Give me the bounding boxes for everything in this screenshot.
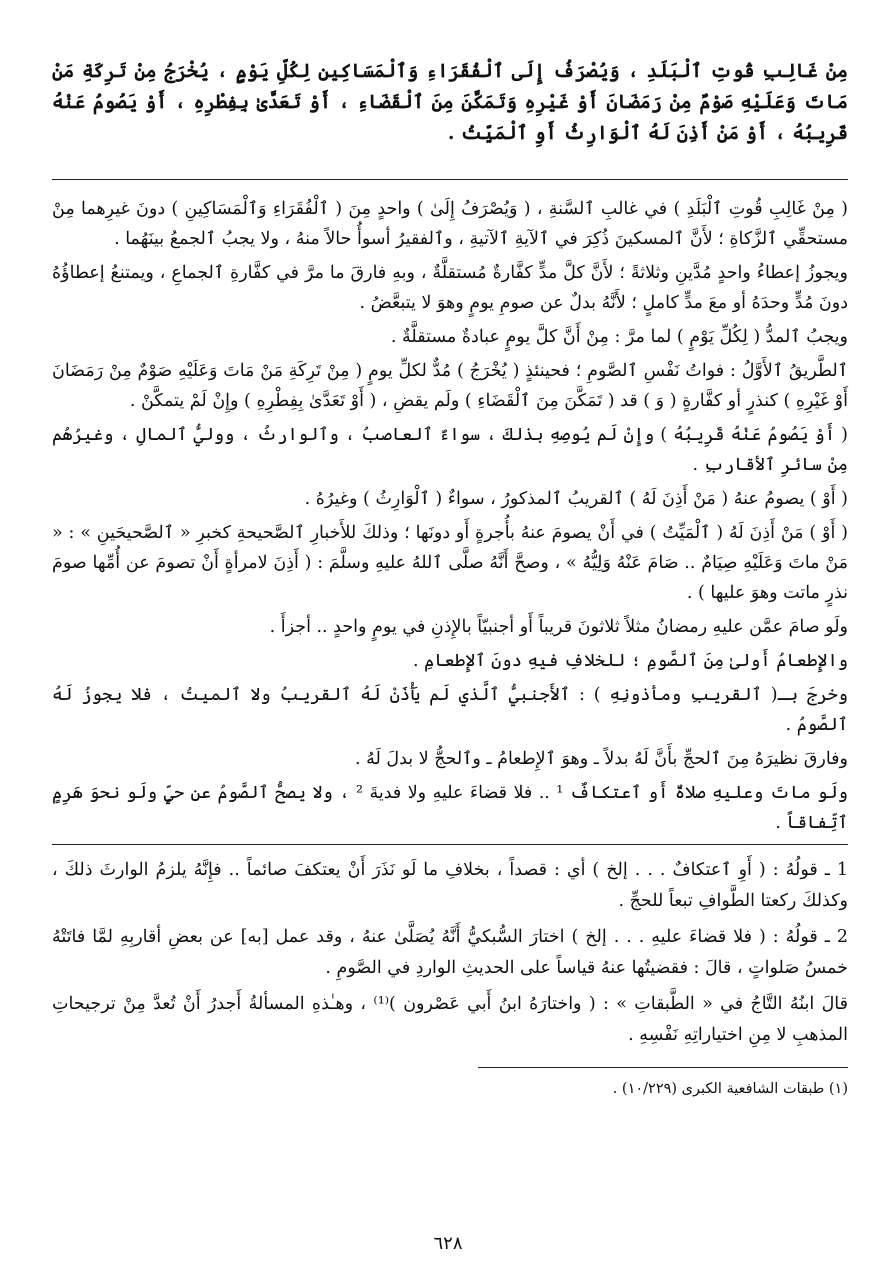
note-paragraph: 1 ـ قولُهُ : ( أَوِ ٱعتكافٌ . . . إلخ ) أي : قصداً ، بخلافِ ما لَو نَذَرَ أَنْ يعتكفَ صائماً .. فإِنَّهُ يلزمُ الوارثَ ذلكَ ، وكذلكَ ركعتا الطَّوافِ تبعاً للحجِّ .: [52, 860, 848, 911]
matn-paragraph: مِنْ غَالِبِ قُوتِ ٱلْبَلَدِ ، وَيُصْرَفُ إِلَى ٱلْفُقَرَاءِ وَٱلْمَسَاكِينِ لِكُلِّ يَوْمٍ ، يُخْرَجُ مِنْ تَرِكَةِ مَنْ مَاتَ وَعَلَيْهِ صَوْمٌ مِنْ رَمَضَانَ أَوْ غَيْرِهِ وَتَمَكَّنَ مِنَ ٱلْقَضَاءِ ، أَوْ تَعَدَّىٰ بِفِطْرِهِ ، أَوْ يَصُومُ عَنْهُ قَرِيبُهُ ، أَوْ مَنْ أَذِنَ لَهُ ٱلْوَارِثُ أَوِ ٱلْمَيِّتُ .: [52, 60, 848, 144]
note-paragraph: 2 ـ قولُهُ : ( فلا قضاءَ عليهِ . . . إلخ ) اختارَ السُّبكيُّ أَنَّهُ يُصَلَّىٰ عنهُ ، وقد عمل [به] عن بعضِ أقاربِهِ لمَّا فاتَتْهُ خمسُ صَلواتٍ ، قالَ : فقضيتُها عنهُ قياساً على الحديثِ الواردِ في الصَّومِ .: [52, 927, 848, 978]
sharh-paragraph: ولَو ماتَ وعليهِ صلاةٌ أَو ٱعتكافٌ ¹ .. فلا قضاءَ عليهِ ولا فديةَ ² ، ولا يصحُّ ٱلصَّومُ عن حيٍّ ولَو نحوَ هَرِمٍ ٱتِّفاقاً .: [52, 783, 848, 833]
sharh-paragraph: ٱلطَّريقُ ٱلأَوَّلُ : فواتُ نَفْسِ ٱلصَّومِ ؛ فحينئذٍ ( يُخْرَجُ ) مُدٌّ لكلِّ يومٍ ( مِنْ تَرِكَةِ مَنْ مَاتَ وَعَلَيْهِ صَوْمٌ مِنْ رَمَضَانَ أَوْ غَيْرِهِ ) كنذرٍ أو كفَّارةٍ ( وَ ) قد ( تَمَكَّنَ مِنَ ٱلْقَضَاءِ ) ولَم يقضِ ، ( أَوْ تَعَدَّىٰ بِفِطْرِهِ ) وإِنْ لَمْ يتمكَّنْ .: [52, 361, 848, 411]
margin-notes: [52, 855, 848, 1051]
matn-text: [52, 56, 848, 149]
sharh-paragraph: والإِطعامُ أَولىٰ مِنَ ٱلصَّومِ ؛ للخلافِ فيهِ دونَ ٱلإِطعامِ .: [412, 651, 848, 671]
note-paragraph: قالَ ابنُهُ التَّاجُ في « الطَّبقاتِ » : ( واختارَهُ ابنُ أَبي عَصْرون )⁽¹⁾ ، وهـٰذهِ المسألةُ أَجدرُ أَنْ تُعدَّ مِنْ ترجيحاتِ المذهبِ لا مِنِ اختياراتِهِ نَفْسِهِ .: [52, 994, 849, 1045]
sharh-paragraph: ويجبُ ٱلمدُّ ( لِكُلِّ يَوْمٍ ) لما مرَّ : مِنْ أَنَّ كلَّ يومٍ عبادةٌ مستقلَّةٌ .: [390, 327, 848, 347]
page-number: ٦٢٨: [433, 1233, 463, 1254]
page-body: [52, 56, 848, 1100]
matn-divider: [52, 179, 848, 180]
notes-divider: [52, 844, 848, 845]
sharh-commentary: [52, 194, 848, 838]
sharh-paragraph: ولَو صامَ عمَّن عليهِ رمضانُ مثلاً ثلاثونَ قريباً أَو أجنبيّاً بالإِذنِ في يومٍ واحدٍ .. أجزأَ .: [269, 617, 848, 637]
sharh-paragraph: ( أَوْ يَصُومُ عَنْهُ قَرِيبُهُ ) وإِنْ لَم يُوصِهِ بذلكَ ، سواءٌ ٱلعاصبُ ، وٱلوارثُ ، ووليُّ ٱلمالِ ، وغيرُهُم مِنْ سائرِ ٱلأقاربِ .: [52, 425, 848, 475]
sharh-paragraph: ( مِنْ غَالِبِ قُوتِ ٱلْبَلَدِ ) في غالبِ ٱلسَّنةِ ، ( وَيُصْرَفُ إِلَىٰ ) واحدٍ مِنَ ( ٱلْفُقَرَاءِ وَٱلْمَسَاكِينِ ) دونَ غيرِهما مِنْ مستحقِّي ٱلزَّكاةِ ؛ لأَنَّ ٱلمسكينَ ذُكِرَ في ٱلآيةِ ٱلآتيةِ ، وٱلفقيرُ أسوأُ حالاً منهُ ، ولا يجبُ ٱلجمعُ بينَهُما .: [52, 199, 848, 249]
sharh-paragraph: ( أَوْ ) مَنْ أَذِنَ لَهُ ( ٱلْمَيِّتُ ) في أَنْ يصومَ عنهُ بأُجرةٍ أَو دونَها ؛ وذلكَ للأَخبارِ ٱلصَّحيحةِ كخبرِ « ٱلصَّحيحَينِ » : « مَنْ ماتَ وَعَلَيْهِ صِيَامٌ .. صَامَ عَنْهُ وَلِيُّهُ » ، وصحَّ أَنَّهُ صلَّى ٱللهُ عليهِ وسلَّمَ : ( أَذِنَ لامرأةٍ أَنْ تصومَ عن أُمِّها صومَ نذرٍ ماتت وهوَ عليها ) .: [52, 523, 848, 603]
sharh-paragraph: ( أَوْ ) يصومُ عنهُ ( مَنْ أَذِنَ لَهُ ) ٱلقريبُ ٱلمذكورُ ، سواءٌ ( ٱلْوَارِثُ ) وغيرُهُ .: [304, 489, 848, 509]
footnote-divider: [478, 1067, 848, 1068]
footnotes: [52, 1078, 848, 1100]
sharh-paragraph: وفارقَ نظيرَهُ مِنَ ٱلحجِّ بأَنَّ لَهُ بدلاً ـ وهوَ ٱلإِطعامُ ـ وٱلحجُّ لا بدلَ لَهُ .: [354, 749, 848, 769]
sharh-paragraph: ويجوزُ إعطاءُ واحدٍ مُدَّينِ وثلاثةً ؛ لأَنَّ كلَّ مدٍّ كفَّارةٌ مُستقلَّةٌ ، وبهِ فارقَ ما مرَّ في كفَّارةِ ٱلجماعِ ، ويمتنعُ إعطاؤُهُ دونَ مُدٍّ وحدَهُ أو معَ مدٍّ كاملٍ ؛ لأَنَّهُ بدلٌ عن صومِ يومٍ وهوَ لا يتبعَّضُ .: [52, 263, 848, 313]
footnote-text: (١) طبقات الشافعية الكبرى (١٠/٢٢٩) .: [612, 1081, 848, 1097]
sharh-paragraph: وخرجَ بـ( ٱلقريبِ ومأذونِهِ ) : ٱلأَجنبيُّ ٱلَّذي لَم يَأْذَنْ لَهُ ٱلقريبُ ولا ٱلميتُ ، فلا يجوزُ لَهُ ٱلصَّومُ .: [52, 685, 848, 735]
